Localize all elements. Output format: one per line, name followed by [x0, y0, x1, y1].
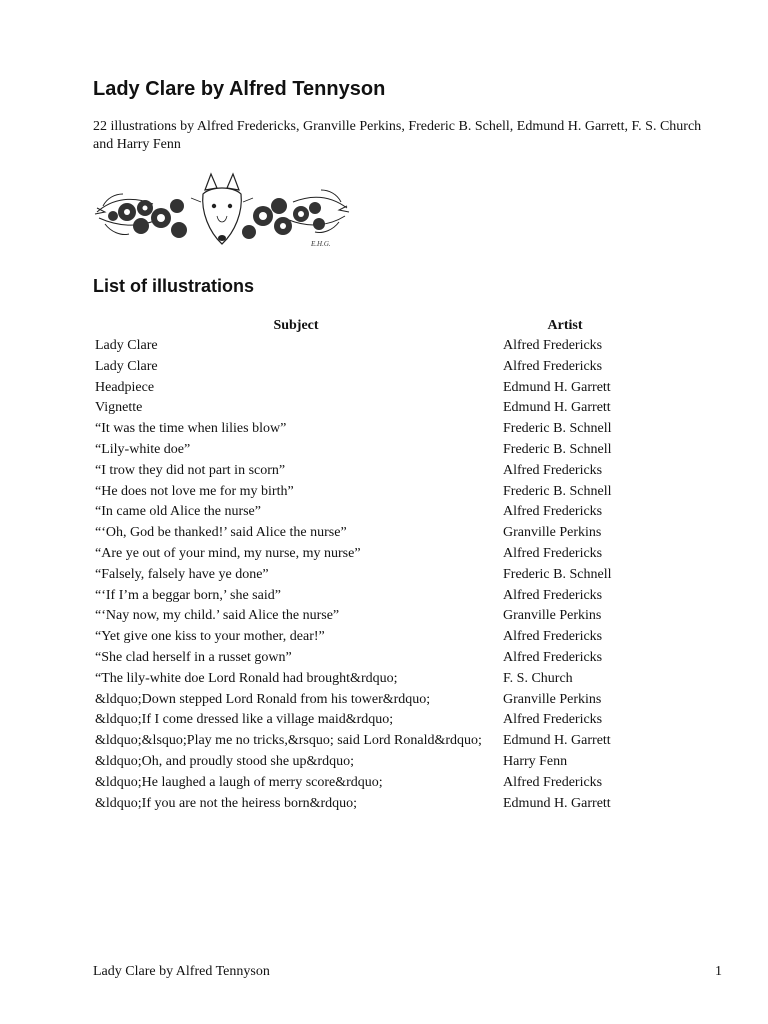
illustrations-table [93, 316, 633, 814]
table-row [93, 627, 633, 648]
artist-cell: Alfred Fredericks [503, 338, 603, 353]
table-header-row [93, 316, 633, 336]
artist-cell: Granville Perkins [503, 691, 602, 707]
artist-cell: Granville Perkins [503, 525, 602, 541]
subject-cell: “It was the time when lilies blow” [95, 421, 287, 437]
artist-cell: Edmund H. Garrett [503, 379, 611, 395]
subject-cell: “‘If I’m a beggar born,’ she said” [95, 587, 281, 603]
subject-cell: “‘Oh, God be thanked!’ said Alice the nurse” [95, 525, 347, 541]
artist-cell: Alfred Fredericks [503, 504, 603, 520]
table-row [93, 690, 633, 711]
subject-cell: &ldquo;If I come dressed like a village maid&rdquo; [95, 712, 394, 728]
table-row [93, 357, 633, 378]
artist-cell: Frederic B. Schnell [503, 441, 612, 457]
subject-cell: “Are ye out of your mind, my nurse, my nurse” [95, 545, 361, 561]
artist-cell: Frederic B. Schnell [503, 421, 612, 437]
table-row [93, 482, 633, 503]
artist-cell: Alfred Fredericks [503, 712, 603, 728]
subject-cell: &ldquo;&lsquo;Play me no tricks,&rsquo; said Lord Ronald&rdquo; [95, 733, 482, 749]
table-row [93, 606, 633, 627]
table-row [93, 544, 633, 565]
table-row [93, 419, 633, 440]
subject-cell: “Lily-white doe” [95, 441, 191, 457]
subject-cell: “She clad herself in a russet gown” [95, 649, 292, 665]
column-header-subject: Subject [273, 318, 319, 333]
footer-title: Lady Clare by Alfred Tennyson [93, 964, 270, 979]
artist-cell: Edmund H. Garrett [503, 733, 611, 749]
subject-cell: &ldquo;Down stepped Lord Ronald from his tower&rdquo; [95, 691, 431, 707]
artist-cell: Granville Perkins [503, 608, 602, 624]
floral-deer-vignette-icon [93, 168, 351, 252]
document-title: Lady Clare by Alfred Tennyson [93, 78, 386, 100]
column-header-artist: Artist [547, 318, 583, 333]
table-row [93, 731, 633, 752]
table-row [93, 586, 633, 607]
artist-cell: Frederic B. Schnell [503, 566, 612, 582]
subject-cell: Lady Clare [95, 338, 158, 353]
table-row [93, 794, 633, 815]
list-heading: List of illustrations [93, 276, 255, 296]
subject-cell: Headpiece [95, 379, 155, 395]
table-row [93, 565, 633, 586]
artist-cell: Alfred Fredericks [503, 545, 603, 561]
table-row [93, 502, 633, 523]
subject-cell: “In came old Alice the nurse” [95, 504, 261, 520]
subject-cell: “Yet give one kiss to your mother, dear!” [95, 629, 325, 645]
table-row [93, 336, 633, 357]
subject-cell: “The lily-white doe Lord Ronald had brought&rdquo; [95, 670, 398, 686]
table-row [93, 398, 633, 419]
page-number: 1 [715, 964, 722, 979]
artist-cell: Alfred Fredericks [503, 587, 603, 603]
table-row [93, 461, 633, 482]
table-row [93, 752, 633, 773]
subject-cell: &ldquo;He laughed a laugh of merry score&rdquo; [95, 774, 383, 790]
subject-cell: &ldquo;Oh, and proudly stood she up&rdquo; [95, 753, 354, 769]
artist-cell: Alfred Fredericks [503, 462, 603, 478]
artist-cell: Alfred Fredericks [503, 649, 603, 665]
document-subtitle: 22 illustrations by Alfred Fredericks, Granville Perkins, Frederic B. Schell, Edmund H. Garrett, F. S. Church and Harry Fenn [93, 119, 702, 152]
artist-cell: Alfred Fredericks [503, 629, 603, 645]
table-row [93, 378, 633, 399]
subject-cell: “He does not love me for my birth” [95, 483, 294, 499]
ornament-signature: E.H.G. [311, 240, 331, 248]
subject-cell: “Falsely, falsely have ye done” [95, 566, 269, 582]
artist-cell: Edmund H. Garrett [503, 795, 611, 811]
subject-cell: &ldquo;If you are not the heiress born&rdquo; [95, 795, 358, 811]
subject-cell: Lady Clare [95, 358, 158, 374]
table-row [93, 523, 633, 544]
artist-cell: Alfred Fredericks [503, 774, 603, 790]
artist-cell: F. S. Church [503, 670, 573, 686]
table-row [93, 669, 633, 690]
artist-cell: Frederic B. Schnell [503, 483, 612, 499]
subject-cell: Vignette [95, 400, 143, 416]
subject-cell: “‘Nay now, my child.’ said Alice the nurse” [95, 608, 340, 624]
artist-cell: Alfred Fredericks [503, 358, 603, 374]
table-row [93, 710, 633, 731]
subject-cell: “I trow they did not part in scorn” [95, 462, 286, 478]
table-row [93, 440, 633, 461]
artist-cell: Harry Fenn [503, 753, 568, 769]
table-row [93, 648, 633, 669]
table-row [93, 773, 633, 794]
artist-cell: Edmund H. Garrett [503, 400, 611, 416]
